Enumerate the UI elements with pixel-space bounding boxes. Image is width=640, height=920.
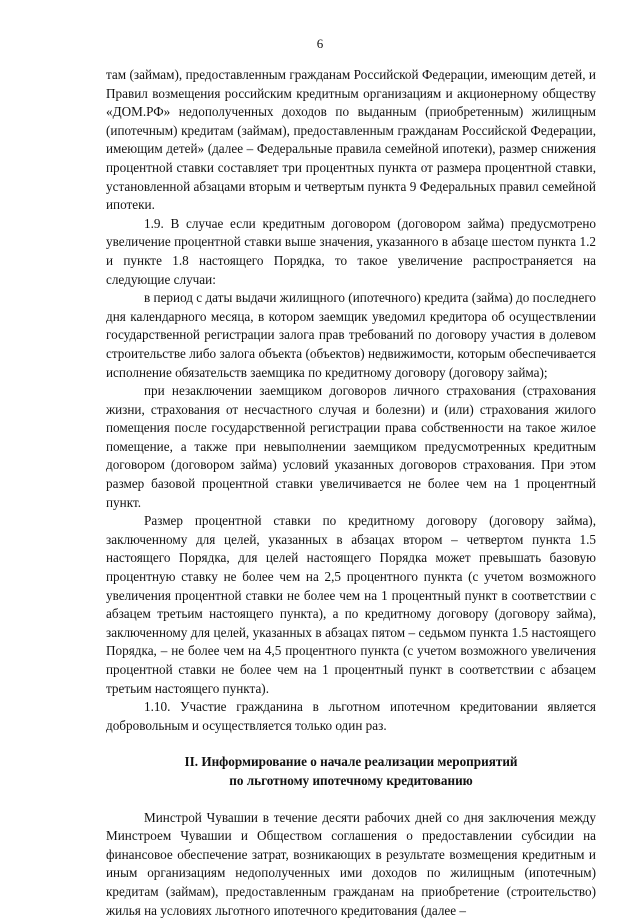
- paragraph-case-insurance: при незаключении заемщиком договоров личного страхования (страхования жизни, страхования от несчастного случая и болезни) и (или) страхования жилого помещения после государственной регистрации права собственности на такое жилое помещение, а также при невыполнении заемщиком предусмотренных кредитным договором (договором займа) условий указанных договоров страхования. При этом размер базовой процентной ставки увеличивается не более чем на 1 процентный пункт.: [106, 383, 596, 510]
- paragraph-rate-limit: Размер процентной ставки по кредитному договору (договору займа), заключенному для целей, указанных в абзацах втором – четвертом пункта 1.5 настоящего Порядка, для целей настоящего Порядка может превышать базовую процентную ставку не более чем на 2,5 процентного пункта (с учетом возможного увеличения процентной ставки не более чем на 1 процентный пункт в соответствии с абзацем третьим настоящего пункта), а по кредитному договору (договору займа), заключенному для целей, указанных в абзацах пятом – седьмом пункта 1.5 настоящего Порядка, – не более чем на 4,5 процентного пункта (с учетом возможного увеличения процентной ставки не более чем на 1 процентный пункт в соответствии с абзацем третьим настоящего пункта).: [106, 513, 596, 696]
- document-body: [106, 66, 596, 920]
- paragraph-1-10: 1.10. Участие гражданина в льготном ипотечном кредитовании является добровольным и осуществляется только один раз.: [106, 699, 596, 733]
- section-heading-line-2: по льготному ипотечному кредитованию: [229, 772, 473, 788]
- paragraph-1-9: 1.9. В случае если кредитным договором (договором займа) предусмотрено увеличение процентной ставки выше значения, указанного в абзаце шестом пункта 1.2 и пункте 1.8 настоящего Порядка, то такое увеличение распространяется на следующие случаи:: [106, 215, 596, 287]
- paragraph-case-registration: в период с даты выдачи жилищного (ипотечного) кредита (займа) до последнего дня календарного месяца, в котором заемщик уведомил кредитора об осуществлении государственной регистрации залога прав требований по договору участия в долевом строительстве либо залога объекта (объектов) недвижимости, которым обеспечивается исполнение обязательств заемщика по кредитному договору (договору займа);: [106, 290, 596, 380]
- paragraph-continuation: там (займам), предоставленным гражданам Российской Федерации, имеющим детей, и Правил возмещения российским кредитным организациям и акционерному обществу «ДОМ.РФ» недополученных доходов по выданным (приобретенным) жилищным (ипотечным) кредитам (займам), предоставленным гражданам Российской Федерации, имеющим детей» (далее – Федеральные правила семейной ипотеки), размер снижения процентной ставки составляет три процентных пункта от размера процентной ставки, установленной абзацами вторым и четвертым пункта 9 Федеральных правил семейной ипотеки.: [106, 67, 596, 213]
- section-heading-line-1: II. Информирование о начале реализации мероприятий: [184, 754, 518, 770]
- page-number: 6: [316, 36, 324, 51]
- section-heading: [106, 753, 596, 790]
- section-paragraph: Минстрой Чувашии в течение десяти рабочих дней со дня заключения между Минстроем Чувашии и Обществом соглашения о предоставлении субсидии на финансовое обеспечение затрат, возникающих в результате возмещения кредитным и иным организациям недополученных ими доходов по жилищным (ипотечным) кредитам (займам), предоставленным гражданам на приобретение (строительство) жилья на условиях льготного ипотечного кредитования (далее –: [106, 809, 596, 918]
